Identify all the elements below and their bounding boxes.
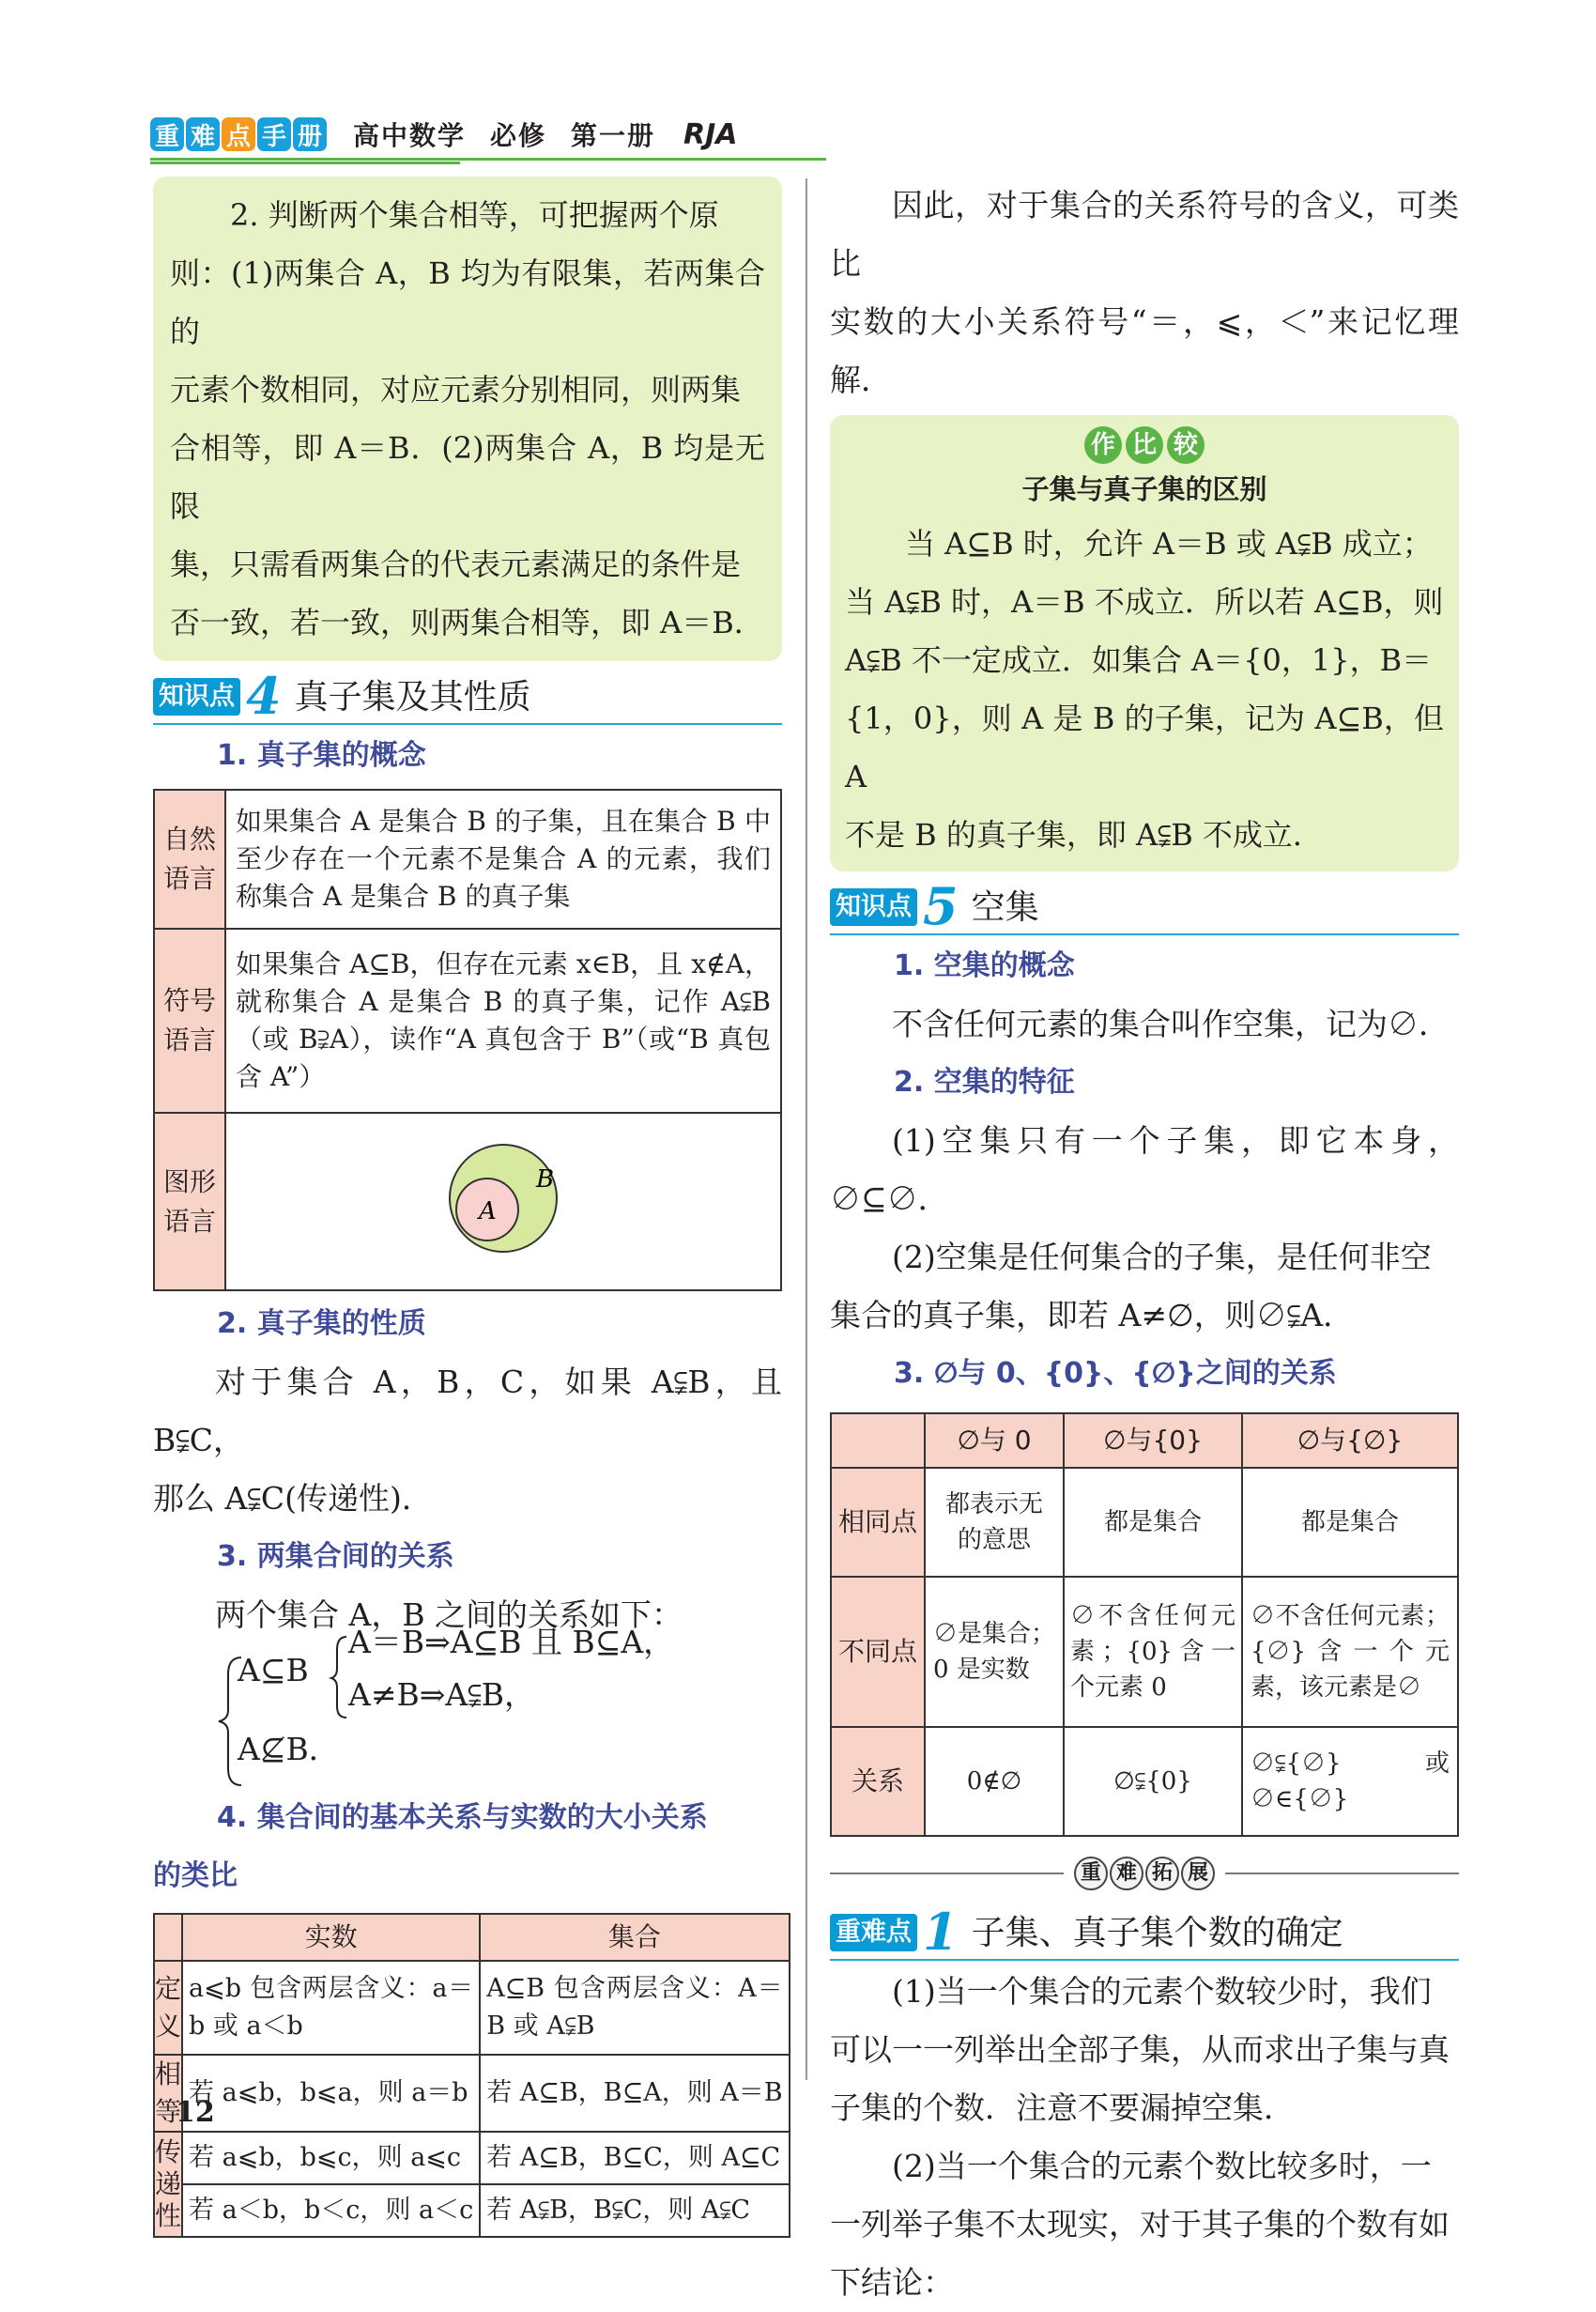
row-head: 传递性 — [154, 2132, 182, 2237]
paragraph-line: (1)当一个集合的元素个数较少时，我们 — [892, 1973, 1432, 2010]
table-cell: 都表示无的意思 — [925, 1468, 1064, 1577]
table-row — [154, 2132, 790, 2184]
relation-case-2: A⊈B． — [238, 1731, 340, 1767]
row-body: 如果集合 A⊆B，但存在元素 x∈B，且 x∉A，就称集合 A 是集合 B 的真子集，记作 A⫋B（或 B⫌A），读作“A 真包含于 B”（或“B 真包含 A”） — [225, 929, 781, 1113]
column-header: 实数 — [182, 1914, 480, 1961]
section-badge: 重难点 — [830, 1914, 917, 1951]
row-head: 图形语言 — [154, 1113, 225, 1290]
badge-char: 难 — [1110, 1857, 1143, 1890]
table-row — [154, 2055, 790, 2132]
badge-char: 拓 — [1145, 1857, 1179, 1890]
comparison-line: 当 A⫋B 时，A＝B 不成立．所以若 A⊆B，则 — [845, 584, 1444, 620]
paragraph-line: 一列举子集不太现实，对于其子集的个数有如 — [830, 2206, 1450, 2243]
comparison-line: A⫋B 不一定成立．如集合 A＝{0，1}，B＝ — [845, 642, 1433, 678]
column-header: ∅与 0 — [925, 1413, 1064, 1468]
column-header: 集合 — [480, 1914, 789, 1961]
table-cell: a⩽b 包含两层含义：a＝b 或 a＜b — [182, 1961, 480, 2055]
table-cell: 若 A⫋B，B⫋C，则 A⫋C — [480, 2184, 789, 2237]
table-row — [154, 2184, 790, 2237]
section-number: 1 — [923, 1902, 959, 1962]
table-cell: ∅⫋{∅}或∅∈{∅} — [1242, 1727, 1458, 1836]
subheading: 4. 集合间的基本关系与实数的大小关系 — [217, 1801, 708, 1834]
table-header-row — [831, 1413, 1458, 1468]
note-line: 元素个数相同，对应元素分别相同，则两集 — [170, 372, 742, 408]
relation-case-1b: A≠B⇒A⫋B， — [348, 1676, 535, 1713]
relation-brace-block — [217, 1624, 782, 1789]
note-line: 则：(1)两集合 A，B 均为有限集，若两集合的 — [170, 255, 765, 349]
header-course: 必修 — [490, 120, 547, 151]
section-number: 4 — [246, 666, 282, 726]
hard-point-heading-1 — [830, 1904, 1459, 1961]
row-head: 不同点 — [831, 1577, 925, 1727]
table-cell: A⊆B 包含两层含义：A＝B 或 A⫋B — [480, 1961, 789, 2055]
column-header: ∅与{0} — [1064, 1413, 1242, 1468]
table-cell: 若 a⩽b，b⩽a，则 a＝b — [182, 2055, 480, 2132]
paragraph-line: 对于集合 A，B，C，如果 A⫋B，且 B⫋C， — [153, 1364, 782, 1458]
table-row — [154, 1961, 790, 2055]
note-line: 集，只需看两集合的代表元素满足的条件是 — [170, 547, 742, 582]
badge-char: 点 — [222, 117, 255, 151]
row-head: 自然语言 — [154, 790, 225, 929]
badge-char: 重 — [150, 117, 184, 151]
empty-set-table — [830, 1412, 1459, 1837]
row-head: 符号语言 — [154, 929, 225, 1113]
subheading: 1. 真子集的概念 — [217, 739, 426, 772]
left-column — [153, 177, 782, 2238]
badge-char: 难 — [186, 117, 220, 151]
badge-char: 作 — [1084, 426, 1122, 464]
column-header: ∅与{∅} — [1242, 1413, 1458, 1468]
page-header — [150, 111, 738, 158]
paragraph-line: 实数的大小关系符号“＝，⩽，＜”来记忆理解． — [830, 303, 1459, 398]
paragraph-line: 因此，对于集合的关系符号的含义，可类比 — [830, 187, 1459, 282]
section-title: 真子集及其性质 — [294, 678, 531, 717]
section-badge: 知识点 — [830, 888, 917, 926]
comparison-line: {1，0}，则 A 是 B 的子集，记为 A⊆B，但 A — [845, 701, 1444, 794]
header-volume: 第一册 — [571, 120, 656, 151]
badge-char: 较 — [1167, 426, 1205, 464]
subheading: 3. ∅与 0、{0}、{∅}之间的关系 — [894, 1357, 1337, 1390]
badge-char: 比 — [1126, 426, 1163, 464]
set-a-label: A — [479, 1197, 497, 1225]
right-column — [830, 177, 1459, 2312]
table-cell: 若 A⊆B，B⊆C，则 A⊆C — [480, 2132, 789, 2184]
header-subject: 高中数学 — [353, 120, 467, 151]
badge-char: 展 — [1181, 1857, 1215, 1890]
analogy-table — [153, 1913, 790, 2238]
extension-divider — [830, 1842, 1459, 1904]
table-cell: ∅不含任何元素；{0}含一个元素 0 — [1064, 1577, 1242, 1727]
note-line: 合相等，即 A＝B．(2)两集合 A，B 均是无限 — [170, 430, 765, 524]
badge-char: 重 — [1074, 1857, 1108, 1890]
table-cell: ∅不含任何元素；{∅}含一个元素，该元素是∅ — [1242, 1577, 1458, 1727]
subheading: 2. 真子集的性质 — [217, 1307, 426, 1340]
paragraph-line: 可以一一列举出全部子集，从而求出子集与真 — [830, 2031, 1450, 2068]
row-head: 关系 — [831, 1727, 925, 1836]
badge-char: 手 — [257, 117, 291, 151]
table-cell: 都是集合 — [1242, 1468, 1458, 1577]
header-blank — [154, 1914, 182, 1961]
comparison-line: 不是 B 的真子集，即 A⫋B 不成立． — [845, 817, 1323, 853]
header-rule — [150, 158, 826, 161]
paragraph-line: (1)空集只有一个子集，即它本身，∅⊆∅． — [830, 1122, 1459, 1217]
table-row — [154, 790, 781, 929]
paragraph-line: 集合的真子集，即若 A≠∅，则∅⫋A． — [830, 1297, 1355, 1333]
note-line: 2. 判断两个集合相等，可把握两个原 — [230, 197, 719, 233]
inner-brace-icon — [330, 1635, 348, 1719]
page-number: 12 — [176, 2096, 215, 2129]
comparison-line: 当 A⊆B 时，允许 A＝B 或 A⫋B 成立； — [905, 526, 1433, 562]
table-cell: 若 A⊆B，B⊆A，则 A＝B — [480, 2055, 789, 2132]
section-title: 空集 — [971, 888, 1039, 927]
comparison-title: 子集与真子集的区别 — [1021, 473, 1267, 505]
venn-diagram — [236, 1121, 771, 1272]
section-badge: 知识点 — [153, 678, 240, 716]
header-blank — [831, 1413, 925, 1468]
subheading: 1. 空集的概念 — [894, 949, 1075, 982]
extension-badge — [1073, 1857, 1216, 1890]
table-header-row — [154, 1914, 790, 1961]
table-row — [154, 929, 781, 1113]
row-head: 定义 — [154, 1961, 182, 2055]
concept-table — [153, 789, 782, 1291]
paragraph-line: 不含任何元素的集合叫作空集，记为∅． — [892, 1006, 1450, 1042]
paragraph-line: 子集的个数．注意不要漏掉空集． — [830, 2089, 1295, 2126]
subheading: 2. 空集的特征 — [894, 1066, 1075, 1099]
table-row — [831, 1727, 1458, 1836]
relation-case-1a: A＝B⇒A⊆B 且 B⊆A， — [348, 1624, 675, 1660]
paragraph-line: 两个集合 A，B 之间的关系如下： — [215, 1596, 683, 1633]
table-cell: ∅是集合；0 是实数 — [925, 1577, 1064, 1727]
row-head: 相等 — [154, 2055, 182, 2132]
header-edition: RJA — [683, 117, 738, 151]
relation-case-1-left: A⊆B — [238, 1652, 309, 1688]
venn-diagram-cell — [225, 1113, 781, 1290]
paragraph-line: (2)空集是任何集合的子集，是任何非空 — [892, 1239, 1432, 1275]
badge-char: 册 — [293, 117, 327, 151]
paragraph-line: (2)当一个集合的元素个数比较多时，一 — [892, 2148, 1432, 2184]
comparison-badge — [845, 426, 1444, 464]
table-row — [154, 1113, 781, 1290]
column-divider — [806, 178, 807, 2080]
divider-line — [1225, 1873, 1459, 1874]
header-rule-accent — [150, 162, 460, 164]
section-heading-5 — [830, 876, 1459, 936]
section-number: 5 — [923, 876, 959, 936]
row-head: 相同点 — [831, 1468, 925, 1577]
comparison-box — [830, 415, 1459, 871]
table-row — [831, 1577, 1458, 1727]
table-cell: 若 a⩽b，b⩽c，则 a⩽c — [182, 2132, 480, 2184]
set-b-label: B — [536, 1165, 555, 1194]
paragraph-line: 那么 A⫋C(传递性)． — [153, 1480, 433, 1517]
table-cell: 若 a＜b，b＜c，则 a＜c — [182, 2184, 480, 2237]
table-cell: ∅⫋{0} — [1064, 1727, 1242, 1836]
section-title: 子集、真子集个数的确定 — [971, 1914, 1343, 1952]
row-body: 如果集合 A 是集合 B 的子集，且在集合 B 中至少存在一个元素不是集合 A 的元素，我们称集合 A 是集合 B 的真子集 — [225, 790, 781, 929]
series-badge — [150, 117, 329, 151]
paragraph-line: 下结论： — [830, 2264, 954, 2301]
note-line: 否一致，若一致，则两集合相等，即 A＝B． — [170, 605, 764, 640]
table-row — [831, 1468, 1458, 1577]
table-cell: 都是集合 — [1064, 1468, 1242, 1577]
subheading-cont: 的类比 — [153, 1859, 238, 1892]
subheading: 3. 两集合间的关系 — [217, 1540, 454, 1573]
equality-note-box — [153, 177, 782, 661]
divider-line — [830, 1873, 1064, 1874]
section-heading-4 — [153, 666, 782, 726]
table-cell: 0∉∅ — [925, 1727, 1064, 1836]
